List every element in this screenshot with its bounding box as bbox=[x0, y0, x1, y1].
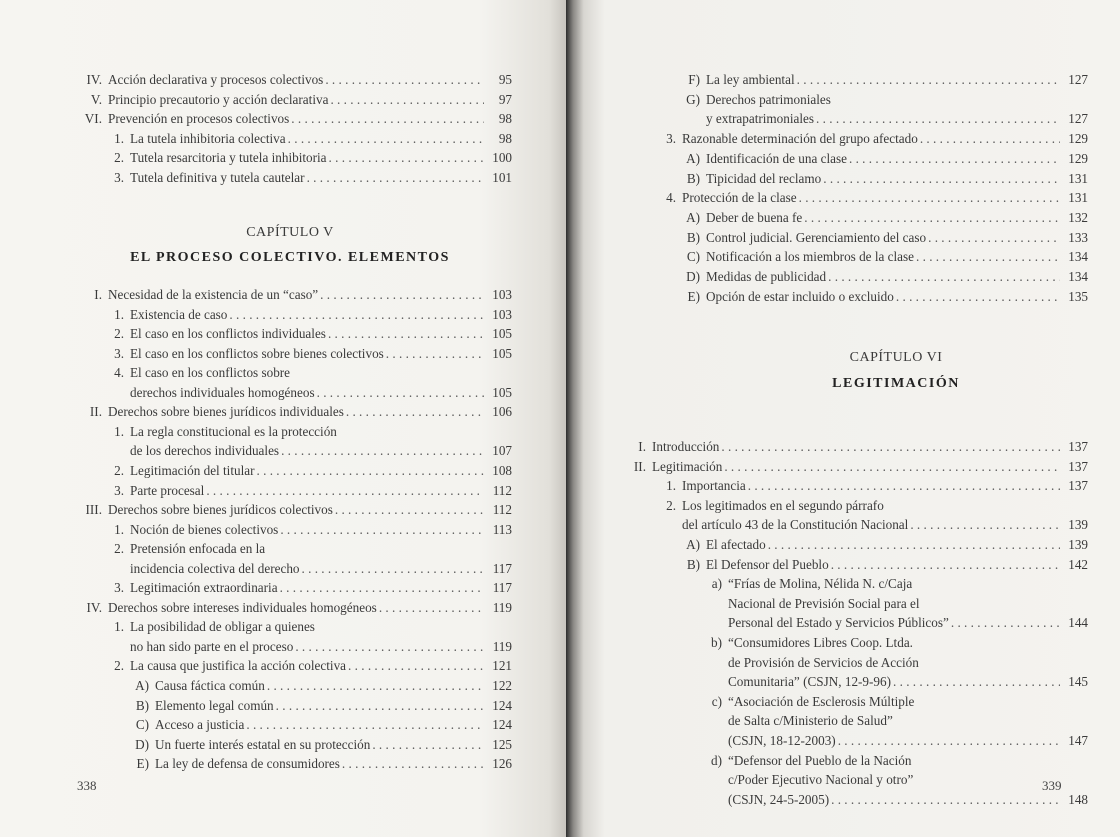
chapter-title: LEGITIMACIÓN bbox=[832, 376, 960, 391]
toc-entry-title: Los legitimados en el segundo párrafo bbox=[682, 497, 884, 513]
toc-entry bbox=[0, 70, 512, 90]
dot-leader bbox=[267, 676, 484, 696]
toc-entry-number: D) bbox=[686, 269, 700, 284]
dot-leader bbox=[206, 481, 484, 501]
toc-entry-page: 117 bbox=[492, 560, 512, 576]
toc-entry-page: 105 bbox=[492, 326, 512, 342]
toc-entry bbox=[0, 402, 512, 422]
page-number: 339 bbox=[1042, 778, 1062, 793]
dot-leader bbox=[768, 535, 1060, 555]
toc-entry bbox=[0, 461, 512, 481]
toc-entry-page: 148 bbox=[1068, 791, 1088, 807]
toc-entry-page: 134 bbox=[1068, 249, 1088, 265]
toc-entry bbox=[0, 363, 512, 383]
toc-entry-number: IV. bbox=[86, 599, 102, 615]
toc-entry-number: B) bbox=[686, 556, 700, 572]
toc-entry-number: 1. bbox=[114, 521, 124, 537]
toc-entry-number: 2. bbox=[114, 462, 124, 478]
toc-entry-title: Personal del Estado y Servicios Públicos” bbox=[728, 615, 949, 631]
toc-entry-number: A) bbox=[686, 209, 700, 225]
toc-entry bbox=[566, 287, 1088, 307]
toc-entry bbox=[0, 656, 512, 676]
toc-entry bbox=[0, 441, 512, 461]
dot-leader bbox=[372, 735, 484, 755]
toc-entry bbox=[0, 168, 512, 188]
dot-leader bbox=[320, 285, 484, 305]
dot-leader bbox=[330, 90, 484, 110]
chapter-title: EL PROCESO COLECTIVO. ELEMENTOS bbox=[130, 250, 450, 265]
dot-leader bbox=[379, 598, 484, 618]
dot-leader bbox=[831, 555, 1060, 575]
dot-leader bbox=[342, 754, 484, 774]
dot-leader bbox=[280, 520, 484, 540]
toc-entry bbox=[566, 555, 1088, 575]
toc-entry bbox=[0, 598, 512, 618]
toc-entry-title: Legitimación extraordinaria bbox=[130, 580, 278, 596]
toc-entry-title: “Defensor del Pueblo de la Nación bbox=[728, 752, 912, 768]
dot-leader bbox=[799, 188, 1060, 208]
toc-entry-title: Derechos sobre intereses individuales homogéneos bbox=[108, 599, 377, 615]
toc-entry-title: La causa que justifica la acción colectiva bbox=[130, 658, 347, 674]
toc-entry bbox=[566, 267, 1088, 287]
toc-entry-page: 129 bbox=[1068, 150, 1088, 166]
dot-leader bbox=[276, 696, 484, 716]
toc-entry bbox=[566, 751, 1088, 771]
dot-leader bbox=[823, 169, 1060, 189]
toc-entry-number: 3. bbox=[666, 131, 676, 147]
toc-entry-title: La tutela inhibitoria colectiva bbox=[130, 130, 286, 146]
toc-entry bbox=[566, 90, 1088, 110]
toc-entry-number: B) bbox=[135, 697, 149, 713]
dot-leader bbox=[307, 168, 484, 188]
toc-entry-number: G) bbox=[686, 91, 700, 107]
toc-entry-page: 108 bbox=[492, 462, 512, 478]
toc-entry-number: C) bbox=[686, 249, 700, 265]
chapter-label: CAPÍTULO VI bbox=[849, 350, 943, 365]
toc-entry bbox=[0, 696, 512, 716]
toc-entry-page: 139 bbox=[1068, 537, 1088, 552]
toc-entry-page: 129 bbox=[1068, 131, 1088, 147]
toc-entry bbox=[566, 496, 1088, 516]
toc-entry-page: 113 bbox=[492, 521, 512, 537]
toc-entry-title: Existencia de caso bbox=[130, 306, 228, 322]
toc-entry bbox=[0, 344, 512, 364]
dot-leader bbox=[257, 461, 484, 481]
toc-entry bbox=[566, 535, 1088, 555]
toc-entry bbox=[566, 692, 1088, 712]
toc-entry bbox=[0, 559, 512, 579]
toc-entry bbox=[566, 437, 1088, 457]
dot-leader bbox=[281, 441, 484, 461]
right-page bbox=[566, 0, 1120, 837]
toc-entry-page: 142 bbox=[1068, 556, 1088, 572]
toc-entry bbox=[566, 70, 1088, 90]
toc-entry-title: Control judicial. Gerenciamiento del caso bbox=[706, 229, 927, 245]
dot-leader bbox=[831, 790, 1060, 810]
toc-entry-title: El afectado bbox=[706, 537, 766, 552]
toc-entry-number: 4. bbox=[114, 365, 124, 381]
toc-entry-title: Prevención en procesos colectivos bbox=[108, 111, 290, 127]
toc-entry-number: VI. bbox=[84, 111, 102, 127]
toc-entry bbox=[566, 149, 1088, 169]
toc-entry-number: 3. bbox=[114, 482, 124, 498]
dot-leader bbox=[916, 247, 1060, 267]
toc-entry-number: IV. bbox=[86, 72, 102, 87]
toc-entry-title: (CSJN, 24-5-2005) bbox=[728, 791, 830, 807]
toc-entry-page: 137 bbox=[1068, 458, 1088, 474]
toc-entry bbox=[0, 481, 512, 501]
toc-entry bbox=[566, 790, 1088, 810]
toc-entry-title: del artículo 43 de la Constitución Nacional bbox=[682, 517, 909, 533]
toc-entry bbox=[0, 539, 512, 559]
toc-entry bbox=[566, 515, 1088, 535]
toc-entry bbox=[0, 754, 512, 774]
toc-entry-title: Introducción bbox=[652, 439, 720, 454]
dot-leader bbox=[317, 383, 484, 403]
toc-entry-number: E) bbox=[136, 756, 149, 772]
toc-entry-title: “Asociación de Esclerosis Múltiple bbox=[728, 693, 915, 709]
toc-entry bbox=[0, 285, 512, 305]
toc-entry-page: 117 bbox=[492, 580, 512, 596]
toc-entry-page: 137 bbox=[1068, 478, 1088, 494]
toc-entry-number: E) bbox=[687, 288, 700, 304]
toc-entry-title: de Provisión de Servicios de Acción bbox=[728, 654, 919, 670]
toc-entry-title: Deber de buena fe bbox=[706, 209, 803, 225]
dot-leader bbox=[816, 109, 1060, 129]
toc-entry-page: 112 bbox=[492, 502, 512, 518]
toc-entry-title: Nacional de Previsión Social para el bbox=[728, 595, 920, 611]
toc-entry-title: Legitimación bbox=[652, 458, 723, 474]
toc-entry-title: y extrapatrimoniales bbox=[706, 111, 815, 127]
toc-entry-page: 132 bbox=[1068, 209, 1088, 225]
toc-entry-title: Derechos sobre bienes jurídicos individuales bbox=[108, 404, 344, 420]
toc-entry-page: 137 bbox=[1068, 439, 1088, 454]
toc-entry bbox=[566, 457, 1088, 477]
dot-leader bbox=[288, 129, 484, 149]
toc-entry-page: 121 bbox=[492, 658, 512, 674]
dot-leader bbox=[724, 457, 1060, 477]
toc-entry bbox=[0, 383, 512, 403]
toc-entry bbox=[566, 574, 1088, 594]
toc-entry-title: Derechos sobre bienes jurídicos colectivos bbox=[108, 502, 333, 518]
toc-entry-page: 124 bbox=[492, 697, 512, 713]
toc-entry bbox=[0, 715, 512, 735]
toc-entry-number: 1. bbox=[114, 423, 124, 439]
dot-leader bbox=[295, 637, 484, 657]
dot-leader bbox=[920, 129, 1060, 149]
toc-entry-page: 95 bbox=[498, 72, 512, 87]
dot-leader bbox=[280, 578, 484, 598]
toc-entry-title: “Consumidores Libres Coop. Ltda. bbox=[728, 635, 913, 650]
toc-entry-title: Principio precautorio y acción declarativa bbox=[108, 91, 329, 107]
toc-entry-page: 97 bbox=[498, 91, 512, 107]
toc-entry bbox=[566, 672, 1088, 692]
toc-entry bbox=[566, 129, 1088, 149]
toc-entry-page: 105 bbox=[492, 345, 512, 361]
toc-entry-number: 1. bbox=[114, 130, 124, 146]
toc-entry-number: III. bbox=[85, 502, 102, 518]
dot-leader bbox=[804, 208, 1060, 228]
toc-entry-title: La ley de defensa de consumidores bbox=[155, 756, 340, 772]
toc-entry bbox=[0, 520, 512, 540]
dot-leader bbox=[291, 109, 484, 129]
toc-entry-page: 112 bbox=[492, 482, 512, 498]
toc-entry-title: (CSJN, 18-12-2003) bbox=[728, 733, 836, 748]
toc-entry bbox=[566, 633, 1088, 653]
toc-entry bbox=[0, 637, 512, 657]
toc-entry-number: 2. bbox=[114, 150, 124, 166]
dot-leader bbox=[348, 656, 484, 676]
toc-entry bbox=[566, 169, 1088, 189]
toc-entry-title: derechos individuales homogéneos bbox=[130, 384, 315, 400]
toc-entry-number: c) bbox=[711, 693, 722, 709]
toc-entry bbox=[0, 324, 512, 344]
toc-entry-title: Tutela definitiva y tutela cautelar bbox=[130, 170, 305, 185]
dot-leader bbox=[328, 324, 484, 344]
toc-entry-number: II. bbox=[89, 404, 102, 420]
toc-entry-number: F) bbox=[688, 72, 700, 87]
toc-entry-title: Medidas de publicidad bbox=[706, 269, 827, 284]
toc-entry-title: Identificación de una clase bbox=[706, 150, 847, 166]
toc-entry-number: A) bbox=[686, 537, 700, 552]
toc-entry-page: 101 bbox=[492, 170, 512, 185]
toc-entry-title: La ley ambiental bbox=[706, 72, 795, 87]
toc-entry bbox=[566, 594, 1088, 614]
toc-entry-page: 100 bbox=[492, 150, 512, 166]
toc-entry-title: Comunitaria” (CSJN, 12-9-96) bbox=[728, 674, 891, 690]
toc-entry-number: a) bbox=[711, 576, 722, 592]
toc-entry-title: Causa fáctica común bbox=[155, 678, 265, 693]
toc-entry-title: Necesidad de la existencia de un “caso” bbox=[108, 287, 319, 302]
toc-entry-title: Acción declarativa y procesos colectivos bbox=[108, 72, 324, 87]
toc-entry-page: 119 bbox=[492, 599, 512, 615]
toc-entry-page: 124 bbox=[492, 717, 512, 733]
toc-entry-page: 107 bbox=[492, 443, 512, 459]
toc-entry-page: 131 bbox=[1068, 190, 1088, 206]
toc-entry-page: 105 bbox=[492, 384, 512, 400]
dot-leader bbox=[325, 70, 484, 90]
dot-leader bbox=[828, 267, 1060, 287]
toc-entry-number: 3. bbox=[114, 170, 124, 185]
toc-entry-number: 3. bbox=[114, 345, 124, 361]
toc-entry-page: 127 bbox=[1068, 72, 1088, 87]
toc-entry bbox=[566, 188, 1088, 208]
toc-entry bbox=[566, 613, 1088, 633]
toc-entry bbox=[0, 617, 512, 637]
toc-entry-title: La posibilidad de obligar a quienes bbox=[130, 619, 315, 635]
toc-entry-title: El caso en los conflictos individuales bbox=[130, 326, 326, 342]
toc-entry-number: 2. bbox=[666, 497, 676, 513]
toc-entry-number: 1. bbox=[666, 478, 676, 494]
toc-entry-number: I. bbox=[94, 287, 102, 302]
toc-entry-title: La regla constitucional es la protección bbox=[130, 423, 337, 439]
toc-entry-title: de Salta c/Ministerio de Salud” bbox=[728, 713, 893, 729]
toc-entry-number: d) bbox=[711, 752, 722, 768]
toc-entry-number: 2. bbox=[114, 326, 124, 342]
toc-entry-number: D) bbox=[135, 736, 149, 752]
toc-entry-title: c/Poder Ejecutivo Nacional y otro” bbox=[728, 772, 914, 788]
toc-entry bbox=[0, 305, 512, 325]
toc-entry bbox=[0, 735, 512, 755]
toc-entry bbox=[566, 247, 1088, 267]
dot-leader bbox=[346, 402, 484, 422]
toc-entry-title: “Frías de Molina, Nélida N. c/Caja bbox=[728, 576, 913, 592]
toc-entry-title: Legitimación del titular bbox=[130, 462, 255, 478]
toc-entry-title: Razonable determinación del grupo afectado bbox=[682, 131, 918, 147]
toc-entry-page: 127 bbox=[1068, 111, 1088, 127]
toc-entry-number: II. bbox=[633, 458, 646, 474]
toc-entry-page: 134 bbox=[1068, 269, 1088, 284]
dot-leader bbox=[951, 613, 1060, 633]
toc-entry-page: 106 bbox=[492, 404, 512, 420]
toc-entry-title: Protección de la clase bbox=[682, 190, 797, 206]
toc-entry-page: 139 bbox=[1068, 517, 1088, 533]
toc-entry-title: Un fuerte interés estatal en su protección bbox=[155, 736, 371, 752]
dot-leader bbox=[335, 500, 484, 520]
toc-entry bbox=[566, 208, 1088, 228]
toc-entry bbox=[0, 676, 512, 696]
toc-entry-title: El caso en los conflictos sobre bbox=[130, 365, 291, 381]
toc-entry bbox=[0, 148, 512, 168]
chapter-label: CAPÍTULO V bbox=[246, 225, 334, 240]
toc-entry bbox=[0, 129, 512, 149]
toc-entry-title: Notificación a los miembros de la clase bbox=[706, 249, 914, 265]
toc-entry-number: V. bbox=[90, 91, 102, 107]
dot-leader bbox=[928, 228, 1060, 248]
toc-entry-number: A) bbox=[686, 150, 700, 166]
toc-entry-title: Elemento legal común bbox=[155, 697, 274, 713]
toc-entry-page: 103 bbox=[492, 287, 512, 302]
toc-entry-page: 135 bbox=[1068, 288, 1088, 304]
toc-entry bbox=[0, 578, 512, 598]
toc-entry bbox=[566, 653, 1088, 673]
dot-leader bbox=[748, 476, 1060, 496]
right-toc bbox=[566, 0, 1120, 837]
dot-leader bbox=[838, 731, 1060, 751]
dot-leader bbox=[302, 559, 484, 579]
toc-entry-number: B) bbox=[686, 229, 700, 245]
toc-entry-title: El Defensor del Pueblo bbox=[706, 556, 829, 572]
toc-entry bbox=[566, 731, 1088, 751]
toc-entry bbox=[0, 500, 512, 520]
dot-leader bbox=[246, 715, 484, 735]
toc-entry-page: 125 bbox=[492, 736, 512, 752]
toc-entry-page: 145 bbox=[1068, 674, 1088, 690]
dot-leader bbox=[386, 344, 484, 364]
dot-leader bbox=[910, 515, 1060, 535]
toc-entry-title: Noción de bienes colectivos bbox=[130, 521, 279, 537]
toc-entry-number: B) bbox=[686, 170, 700, 186]
toc-entry-page: 126 bbox=[492, 756, 512, 772]
toc-entry bbox=[566, 228, 1088, 248]
toc-entry-number: 1. bbox=[114, 619, 124, 635]
toc-entry bbox=[0, 422, 512, 442]
dot-leader bbox=[721, 437, 1060, 457]
toc-entry bbox=[0, 109, 512, 129]
toc-entry-page: 98 bbox=[498, 130, 512, 146]
toc-entry-title: no han sido parte en el proceso bbox=[130, 638, 294, 654]
dot-leader bbox=[229, 305, 484, 325]
page-number: 338 bbox=[77, 778, 97, 793]
toc-entry-number: 1. bbox=[114, 306, 124, 322]
dot-leader bbox=[329, 148, 484, 168]
toc-entry-page: 144 bbox=[1068, 615, 1088, 631]
toc-entry-page: 133 bbox=[1068, 229, 1088, 245]
toc-entry-number: C) bbox=[135, 717, 149, 733]
dot-leader bbox=[797, 70, 1060, 90]
toc-entry bbox=[566, 476, 1088, 496]
toc-entry-title: Tipicidad del reclamo bbox=[706, 170, 822, 186]
toc-entry-page: 131 bbox=[1068, 170, 1088, 186]
toc-entry-title: incidencia colectiva del derecho bbox=[130, 560, 300, 576]
toc-entry bbox=[566, 109, 1088, 129]
toc-entry bbox=[566, 711, 1088, 731]
toc-entry-title: de los derechos individuales bbox=[130, 443, 280, 459]
toc-entry-page: 119 bbox=[492, 638, 512, 654]
dot-leader bbox=[849, 149, 1060, 169]
toc-entry-title: Acceso a justicia bbox=[155, 717, 245, 733]
toc-entry-title: Derechos patrimoniales bbox=[706, 91, 831, 107]
toc-entry-title: Tutela resarcitoria y tutela inhibitoria bbox=[130, 150, 327, 166]
toc-entry-title: El caso en los conflictos sobre bienes colectivos bbox=[130, 345, 384, 361]
toc-entry-title: Parte procesal bbox=[130, 482, 205, 498]
toc-entry bbox=[566, 770, 1088, 790]
toc-entry-page: 98 bbox=[498, 111, 512, 127]
toc-entry-number: 2. bbox=[114, 658, 124, 674]
dot-leader bbox=[896, 287, 1060, 307]
toc-entry bbox=[0, 90, 512, 110]
toc-entry-title: Pretensión enfocada en la bbox=[130, 541, 266, 557]
toc-entry-number: b) bbox=[711, 635, 722, 650]
toc-entry-number: 2. bbox=[114, 541, 124, 557]
toc-entry-page: 147 bbox=[1068, 733, 1088, 748]
dot-leader bbox=[893, 672, 1060, 692]
toc-entry-number: A) bbox=[135, 678, 149, 693]
toc-entry-page: 122 bbox=[492, 678, 512, 693]
toc-entry-page: 103 bbox=[492, 306, 512, 322]
toc-entry-number: I. bbox=[638, 439, 646, 454]
toc-entry-number: 3. bbox=[114, 580, 124, 596]
toc-entry-title: Importancia bbox=[682, 478, 746, 494]
toc-entry-title: Opción de estar incluido o excluido bbox=[706, 288, 894, 304]
toc-entry-number: 4. bbox=[666, 190, 676, 206]
